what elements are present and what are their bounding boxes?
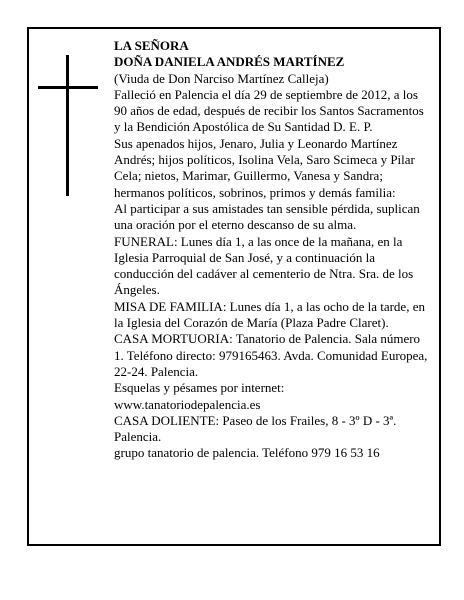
- footer-contact: grupo tanatorio de palencia. Teléfono 979 16 53 16: [114, 445, 380, 461]
- obituary-text: [114, 38, 432, 462]
- header-line-1: LA SEÑORA: [114, 38, 189, 53]
- funeral-info: FUNERAL: Lunes día 1, a las once de la mañana, en la Iglesia Parroquial de San José, y a continuación la conducción del cadáver al cementerio de Ntra. Sra. de los Ángeles.: [114, 233, 414, 298]
- website-link[interactable]: www.tanatoriodepalencia.es: [114, 396, 261, 412]
- widow-note: (Viuda de Don Narciso Martínez Calleja): [114, 70, 329, 86]
- mortuary-info: CASA MORTUORIA: Tanatorio de Palencia. Sala número 1. Teléfono directo: 979165463. Avda. Comunidad Europea, 22-24. Palencia.: [114, 331, 428, 379]
- grieving-home-info: CASA DOLIENTE: Paseo de los Frailes, 8 - 3º D - 3ª. Palencia.: [114, 412, 397, 445]
- death-announcement: Falleció en Palencia el día 29 de septiembre de 2012, a los 90 años de edad, después de recibir los Santos Sacramentos y la Bendición Apostólica de Su Santidad D. E. P.: [114, 86, 424, 135]
- cross-icon-bar: [38, 86, 98, 89]
- cross-icon: [66, 55, 69, 196]
- internet-note: Esquelas y pésames por internet:: [114, 380, 285, 396]
- family-list: Sus apenados hijos, Jenaro, Julia y Leonardo Martínez Andrés; hijos políticos, Isolina Vela, Saro Scimeca y Pilar Cela; nietos, Marimar, Guillermo, Vanesa y Sandra; hermanos políticos, sobrinos, primos y demás familia:: [114, 135, 415, 200]
- prayer-request: Al participar a sus amistades tan sensible pérdida, suplican una oración por el eterno descanso de su alma.: [114, 200, 420, 233]
- family-mass-info: MISA DE FAMILIA: Lunes día 1, a las ocho de la tarde, en la Iglesia del Corazón de María (Plaza Padre Claret).: [114, 298, 425, 331]
- deceased-name: DOÑA DANIELA ANDRÉS MARTÍNEZ: [114, 54, 345, 70]
